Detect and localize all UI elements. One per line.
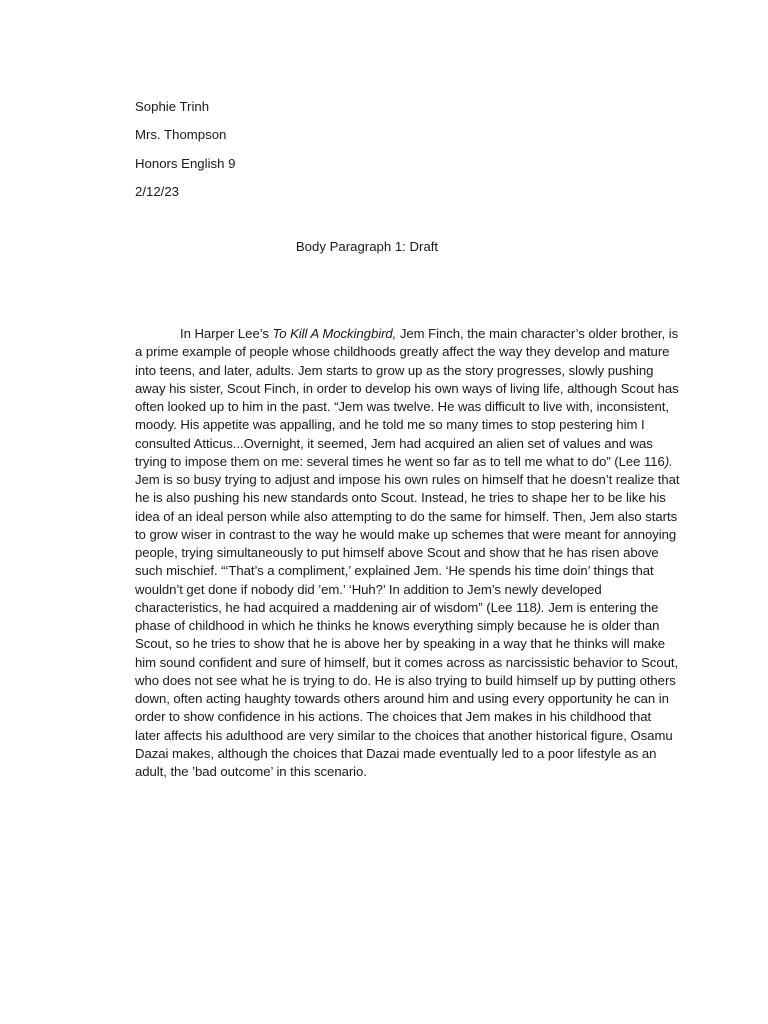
body-text-4: Jem is entering the phase of childhood in which he thinks he knows everything simply because he is older than Scout, so he tries to show that he is above her by speaking in a way that he thinks will make him sound confident and sure of himself, but it comes across as narcissistic behavior to Scout, who does not see what he is trying to do. He is also trying to build himself up by putting others down, often acting haughty towards others around him and using every opportunity he can in order to show confidence in his actions. The choices that Jem makes in his childhood that later affects his adulthood are very similar to the choices that another historical figure, Osamu Dazai makes, although the choices that Dazai made eventually led to a poor lifestyle as an adult, the ’bad outcome’ in this scenario.	[135, 599, 679, 779]
body-text-3: Jem is so busy trying to adjust and impose his own rules on himself that he doesn’t realize that he is also pushing his new standards onto Scout. Instead, he tries to shape her to be like his idea of an ideal person while also attempting to do the same for himself. Then, Jem also starts to grow wiser in contrast to the way he would make up schemes that were meant for annoying people, trying simultaneously to put himself above Scout and show that he has risen above such mischief. “‘That’s a compliment,’ explained Jem. ‘He spends his time doin’ things that wouldn’t get done if nobody did ’em.’ ‘Huh?’ In addition to Jem’s newly developed characteristics, he had acquired a maddening air of wisdom” (Lee 118	[135, 472, 680, 615]
assignment-date: 2/12/23	[135, 184, 179, 200]
body-paragraph	[135, 325, 680, 781]
body-text-1: In Harper Lee’s	[180, 326, 273, 341]
heading-block	[135, 93, 235, 207]
student-name: Sophie Trinh	[135, 99, 210, 114]
body-text-2: Jem Finch, the main character’s older brother, is a prime example of people whose childhoods greatly affect the way they develop and mature into teens, and later, adults. Jem starts to grow up as the story progresses, slowly pushing away his sister, Scout Finch, in order to develop his own ways of living life, although Scout has often looked up to him in the past. “Jem was twelve. He was difficult to live with, inconsistent, moody. His appetite was appalling, and he told me so many times to stop pestering him I consulted Atticus...Overnight, it seemed, Jem had acquired an alien set of values and was trying to impose them on me: several times he went so far as to tell me what to do” (Lee 116	[135, 326, 679, 469]
document-title: Body Paragraph 1: Draft	[295, 239, 439, 254]
course-name: Honors English 9	[135, 155, 236, 171]
book-title: To Kill A Mockingbird,	[272, 326, 397, 341]
citation-end-2: ).	[536, 599, 545, 615]
teacher-name: Mrs. Thompson	[135, 127, 227, 143]
citation-end-1: ).	[664, 453, 673, 469]
